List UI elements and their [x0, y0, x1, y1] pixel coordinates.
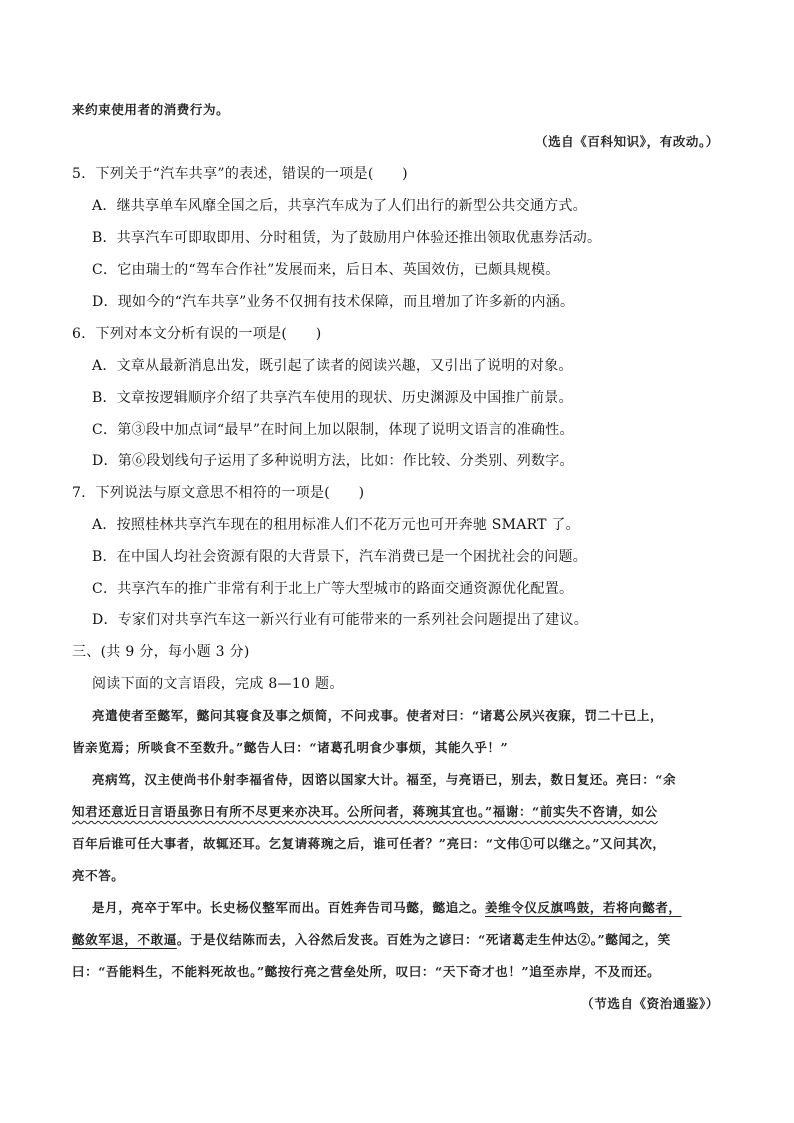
question-7-option-d: D．专家们对共享汽车这一新兴行业有可能带来的一系列社会问题提出了建议。: [92, 612, 588, 628]
intro-source: （选自《百科知识》，有改动。）: [534, 134, 719, 149]
question-5-option-a: A．继共享单车风靡全国之后，共享汽车成为了人们出行的新型公共交通方式。: [92, 198, 587, 214]
intro-tail: 来约束使用者的消费行为。: [72, 102, 230, 117]
underlined-sentence-2b: 懿敛军退，不敢逼: [72, 932, 177, 947]
question-6-option-b: B．文章按逻辑顺序介绍了共享汽车使用的现状、历史渊源及中国推广前景。: [92, 390, 573, 406]
classical-line-6: 亮不答。: [72, 868, 125, 883]
classical-p3-line-1: [92, 898, 682, 918]
classical-p3-line-1-text: 是月，亮卒于军中。长史杨仪整军而出。百姓奔告司马懿，懿追之。: [92, 900, 486, 915]
question-6-option-d: D．第⑥段划线句子运用了多种说明方法，比如：作比较、分类别、列数字。: [92, 453, 574, 469]
classical-line-3: 亮病笃，汉主使尚书仆射李福省侍，因谘以国家大计。福至，与亮语已，别去，数日复还。亮曰：“余: [92, 772, 677, 787]
question-5-stem: 5．下列关于“汽车共享”的表述，错误的一项是( ): [72, 166, 408, 182]
classical-line-4: [72, 802, 658, 822]
classical-line-2: 皆亲览焉；所啖食不至数升。”懿告人曰：“诸葛孔明食少事烦，其能久乎！”: [72, 740, 509, 755]
question-5-option-d: D．现如今的“汽车共享”业务不仅拥有技术保障，而且增加了许多新的内涵。: [92, 294, 575, 310]
question-7-option-c: C．共享汽车的推广非常有利于北上广等大型城市的路面交通资源优化配置。: [92, 581, 574, 597]
question-6-option-c: C．第③段中加点词“最早”在时间上加以限制，体现了说明文语言的准确性。: [92, 422, 574, 438]
question-6-stem: 6．下列对本文分析有误的一项是( ): [72, 326, 322, 342]
classical-p3-line-2: [72, 930, 671, 950]
section-3-instruction: 阅读下面的文言语段，完成 8—10 题。: [92, 676, 344, 692]
classical-line-5: 百年后谁可任大事者，故辄还耳。乞复请蒋琬之后，谁可任者？”亮曰：“文伟①可以继之。”又问其次，: [72, 836, 666, 851]
question-7-stem: 7．下列说法与原文意思不相符的一项是( ): [72, 485, 365, 501]
question-5-option-c: C．它由瑞士的“驾车合作社”发展而来，后日本、英国效仿，已颇具规模。: [92, 262, 560, 278]
classical-p3-line-2-text: 。于是仪结陈而去，入谷然后发丧。百姓为之谚曰：“死诸葛走生仲达②。”懿闻之，笑: [176, 932, 671, 947]
question-7-option-b: B．在中国人均社会资源有限的大背景下，汽车消费已是一个困扰社会的问题。: [92, 549, 588, 565]
classical-source: （节选自《资治通鉴》）: [581, 996, 719, 1011]
underlined-sentence-1: 知君还意近日言语虽弥日有所不尽更来亦决耳。公所问者，蒋琬其宜也。”福谢：“前实失不咨请，如公: [72, 804, 658, 819]
question-5-option-b: B．共享汽车可即取即用、分时租赁，为了鼓励用户体验还推出领取优惠券活动。: [92, 230, 602, 246]
underlined-sentence-2a: 姜维令仪反旗鸣鼓，若将向懿者，: [485, 900, 682, 915]
classical-line-1: 亮遣使者至懿军，懿问其寝食及事之烦简，不问戎事。使者对曰：“诸葛公夙兴夜寐，罚二十已上，: [92, 708, 664, 723]
classical-p3-line-3: 曰：“吾能料生，不能料死故也。”懿按行亮之营垒处所，叹曰：“天下奇才也！”追至赤岸，不及而还。: [72, 964, 661, 979]
question-7-option-a: A．按照桂林共享汽车现在的租用标准人们不花万元也可开奔驰 SMART 了。: [92, 517, 580, 533]
question-6-option-a: A．文章从最新消息出发，既引起了读者的阅读兴趣，又引出了说明的对象。: [92, 358, 573, 374]
section-3-heading: 三、(共 9 分，每小题 3 分): [72, 644, 250, 660]
